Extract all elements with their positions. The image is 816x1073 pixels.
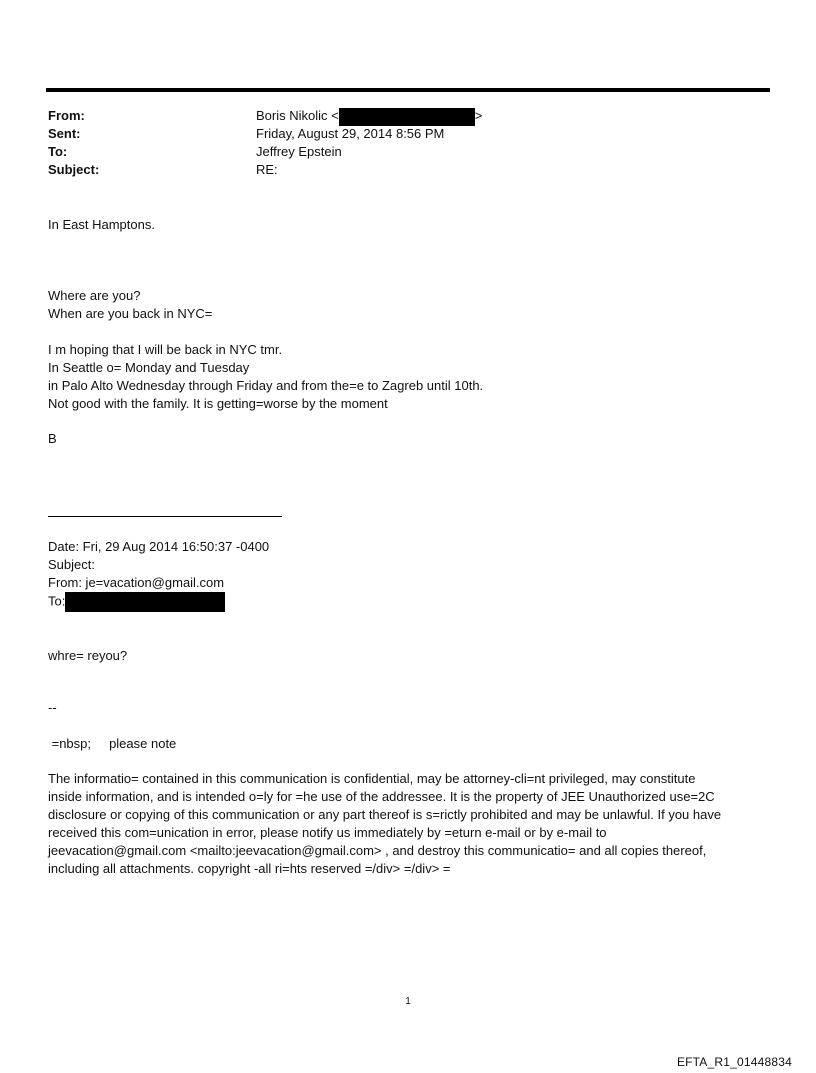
disclaimer-line: jeevacation@gmail.com <mailto:jeevacation@gmail.com> , and destroy this communicatio= and all copies thereof,: [48, 843, 707, 858]
subject-value: RE:: [256, 162, 278, 177]
body-line: When are you back in NYC=: [48, 306, 213, 321]
document-id: EFTA_R1_01448834: [676, 1055, 792, 1069]
body-line: In Seattle o= Monday and Tuesday: [48, 360, 250, 375]
redacted-recipient-box: [65, 592, 225, 612]
quoted-separator-rule: [48, 516, 282, 517]
from-name: Boris Nikolic <: [256, 108, 339, 123]
body-line: I m hoping that I will be back in NYC tmr.: [48, 342, 283, 357]
body-line: In East Hamptons.: [48, 217, 155, 232]
sent-label: Sent:: [48, 126, 81, 141]
body-line: in Palo Alto Wednesday through Friday and from the=e to Zagreb until 10th.: [48, 378, 484, 393]
disclaimer-line: disclosure or copying of this communication or any part thereof is s=rictly prohibited and may be unlawful. If you have: [48, 807, 722, 822]
header-top-rule: [46, 88, 770, 92]
please-note-line: =nbsp; please note: [48, 736, 177, 751]
signature-dash: --: [48, 700, 57, 715]
quoted-date: Date: Fri, 29 Aug 2014 16:50:37 -0400: [48, 539, 270, 554]
quoted-from: From: je=vacation@gmail.com: [48, 575, 225, 590]
quoted-to-row: [48, 592, 225, 610]
from-close: >: [474, 108, 483, 123]
quoted-subject: Subject:: [48, 557, 95, 572]
body-line: Where are you?: [48, 288, 141, 303]
disclaimer-line: including all attachments. copyright -all ri=hts reserved =/div> =/div> =: [48, 861, 451, 876]
quoted-to-label: To:: [48, 593, 66, 609]
sent-value: Friday, August 29, 2014 8:56 PM: [256, 126, 445, 141]
from-value: [256, 107, 482, 126]
to-label: To:: [48, 144, 68, 159]
disclaimer-line: The informatio= contained in this communication is confidential, may be attorney-cli=nt privileged, may constitute: [48, 771, 696, 786]
body-line: Not good with the family. It is getting=worse by the moment: [48, 396, 388, 411]
from-label: From:: [48, 108, 85, 123]
quoted-message: whre= reyou?: [48, 648, 128, 663]
disclaimer-line: received this com=unication in error, please notify us immediately by =eturn e-mail or by e-mail to: [48, 825, 607, 840]
subject-label: Subject:: [48, 162, 100, 177]
disclaimer-line: inside information, and is intended o=ly for =he use of the addressee. It is the property of JEE Unauthorized use=2C: [48, 789, 715, 804]
to-value: Jeffrey Epstein: [256, 144, 342, 159]
signature-initial: B: [48, 431, 57, 446]
redacted-email-box: [339, 108, 475, 126]
page-number: 1: [405, 996, 411, 1007]
